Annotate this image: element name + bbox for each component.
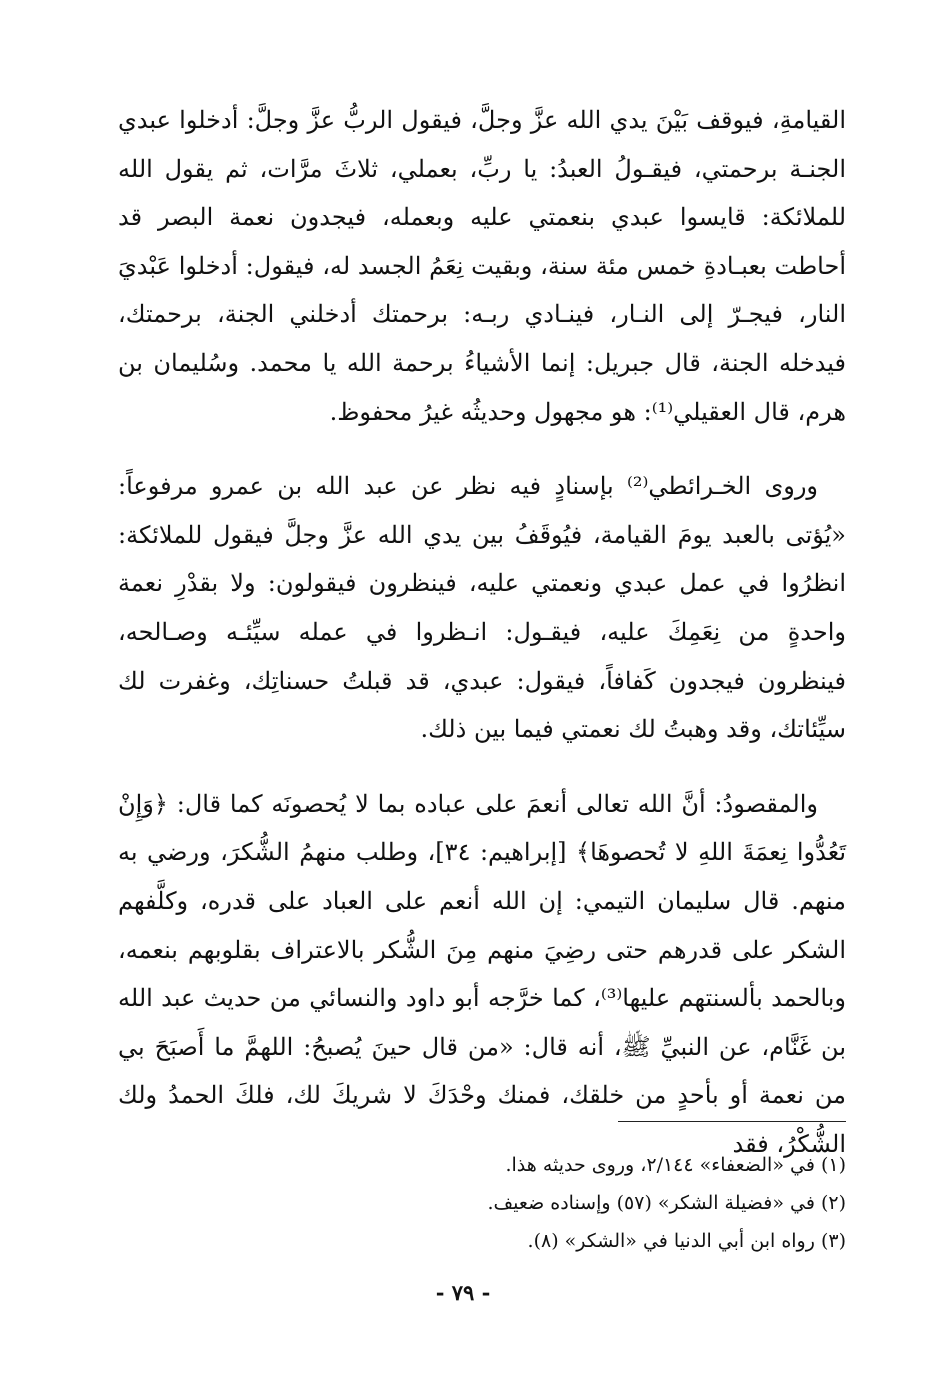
paragraph-2 bbox=[118, 462, 846, 754]
paragraph-2-text: وروى الخـرائطي⁽²⁾ بإسنادٍ فيه نظر عن عبد الله بن عمرو مرفوعاً: «يُؤتى بالعبد يومَ القيامة، فيُوقَفُ بين يدي الله عزَّ وجلَّ فيقول للملائكة: انظرُوا في عمل عبدي ونعمتي عليه، فينظرون فيقولون: ولا بقدْرِ نعمة واحدةٍ من نِعَمِكَ عليه، فيقـول: انـظروا في عمله سيِّئـه وصـالحه، فينظرون فيجدون كَفافاً، فيقول: عبدي، قد قبلتُ حسناتِك، وغفرت لك سيِّئاتك، وقد وهبتُ لك نعمتي فيما بين ذلك. bbox=[118, 472, 846, 744]
footnote-divider bbox=[618, 1121, 846, 1122]
footnotes bbox=[118, 1146, 846, 1260]
main-text bbox=[118, 96, 846, 1194]
footnote-1: (١) في «الضعفاء» ٢/١٤٤، وروى حديثه هذا. bbox=[505, 1154, 846, 1176]
footnote-3: (٣) رواه ابن أبي الدنيا في «الشكر» (٨). bbox=[527, 1230, 846, 1252]
paragraph-1-text: القيامةِ، فيوقف بَيْنَ يدي الله عزَّ وجلَّ، فيقول الربُّ عزَّ وجلَّ: أدخلوا عبدي الجنـة برحمتي، فيقـولُ العبدُ: يا ربِّ، بعملي، ثلاثَ مرَّات، ثم يقول الله للملائكة: قايسوا عبدي بنعمتي عليه وبعمله، فيجدون نعمة البصر قد أحاطت بعبـادةِ خمس مئة سنة، وبقيت نِعَمُ الجسد له، فيقول: أدخلوا عَبْديَ النار، فيجـرّ إلى النـار، فينـادي ربـه: برحمتك أدخلني الجنة، برحمتك، فيدخله الجنة، قال جبريل: إنما الأشياءُ برحمة الله يا محمد. وسُليمان بن هرم، قال العقيلي⁽¹⁾: هو مجهول وحديثُه غيرُ محفوظ. bbox=[118, 106, 846, 426]
page-number: - ٧٩ - bbox=[435, 1280, 491, 1305]
paragraph-3-text: والمقصودُ: أنَّ الله تعالى أنعمَ على عباده بما لا يُحصونَه كما قال: ﴿وَإِنْ تَعُدُّوا نِعمَةَ اللهِ لا تُحصوهَا﴾ [إبراهيم: ٣٤]، وطلب منهمُ الشُّكرَ، ورضي به منهم. قال سليمان التيمي: إن الله أنعم على العباد على قدره، وكلَّفهم الشكر على قدرهم حتى رضِيَ منهم مِنَ الشُّكر بالاعتراف بقلوبهم بنعمه، وبالحمد بألسنتهم عليها⁽³⁾، كما خرَّجه أبو داود والنسائي من حديث عبد الله بن غَنَّام، عن النبيِّ ﷺ، أنه قال: «من قال حينَ يُصبحُ: اللهمَّ ما أَصبَحَ بي من نعمة أو بأحدٍ من خلقك، فمنك وحْدَكَ لا شريكَ لك، فلكَ الحمدُ ولك الشُّكْرُ، فقد bbox=[118, 789, 847, 1158]
footnote-2: (٢) في «فضيلة الشكر» (٥٧) وإسناده ضعيف. bbox=[487, 1192, 846, 1214]
paragraph-1 bbox=[118, 96, 846, 436]
paragraph-3 bbox=[118, 780, 846, 1169]
